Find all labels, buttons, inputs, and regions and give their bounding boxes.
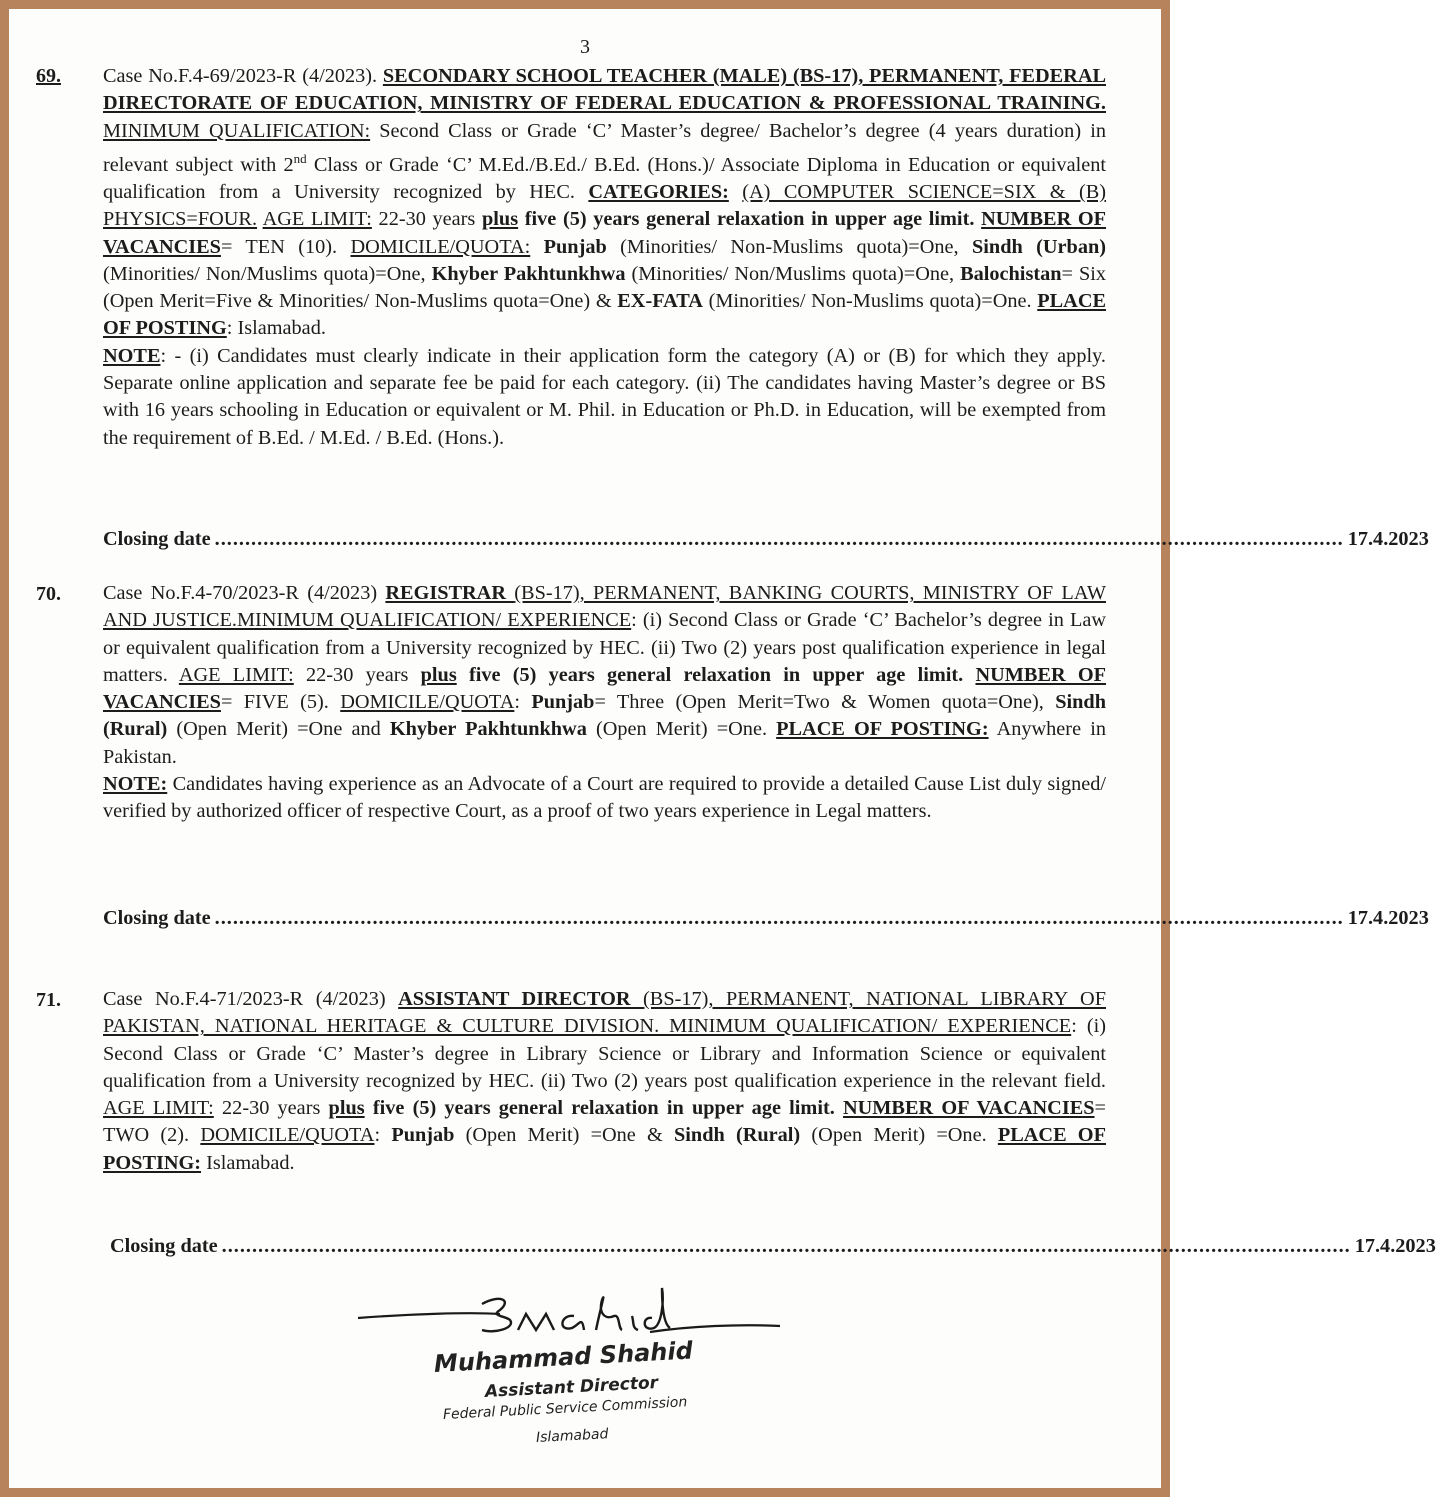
case-number: 71. [36,989,61,1011]
age-relaxation: five (5) years general relaxation in upper age limit. [468,663,964,686]
age-limit-text: 22-30 years [306,663,409,686]
posting-text: : Islamabad. [226,317,326,340]
domicile-sindh-text: (Minorities/ Non/Muslims quota)=One, [103,262,426,285]
age-relaxation: five (5) years general relaxation in upper age limit. [372,1097,835,1120]
signatory-organization: Federal Public Service Commission [442,1394,688,1423]
domicile-kp-text: (Open Merit) =One. [595,718,768,741]
min-qual-label: MINIMUM QUALIFICATION: [103,119,371,142]
domicile-kp: Khyber Pakhtunkhwa [389,718,587,741]
age-plus: plus [420,663,457,686]
min-qual-text-2: Class or Grade ‘C’ M.Ed./B.Ed./ B.Ed. (Hons.)/ Associate Diploma in Education or equivalent qualification from a University recognized by HEC. [103,153,1106,203]
signatory-name: Muhammad Shahid [433,1336,694,1378]
age-relaxation: five (5) years general relaxation in upper age limit. [524,208,975,231]
svg-text:Shahid: Shahid [350,1280,353,1281]
closing-date-label: Closing date [110,1235,218,1257]
closing-date: 17.4.2023 [1354,1235,1436,1257]
closing-date-row [103,907,1429,930]
age-limit-text: 22-30 years [222,1097,321,1120]
case-71-body: Case No.F.4-71/2023-R (4/2023) ASSISTANT DIRECTOR (BS-17), PERMANENT, NATIONAL LIBRARY OF PAKISTAN, NATIONAL HERITAGE & CULTURE DIVISION. MINIMUM QUALIFICATION/ EXPERIENCE: (i) Second Class or Grade ‘C’ Master’s degree in Library Science or Library and Information Science or equivalent qualification from a University recognized by HEC. (ii) Two (2) years post qualification experience in the relevant field. AGE LIMIT: 22-30 years plus five (5) years general relaxation in upper age limit. NUMBER OF VACANCIES= TWO (2). DOMICILE/QUOTA: Punjab (Open Merit) =One & Sindh (Rural) (Open Merit) =One. PLACE OF POSTING: Islamabad. [103,988,1106,1174]
vacancies-text: = TWO (2). [103,1097,1106,1147]
vacancies-text: = FIVE (5). [220,691,329,714]
superscript: nd [293,150,307,166]
closing-date: 17.4.2023 [1347,907,1429,929]
min-qual-text: Second Class or Grade ‘C’ Master’s degree/ Bachelor’s degree (4 years duration) in relevant subject with 2 [103,119,1106,176]
closing-date-row [110,1235,1436,1258]
note-text: : - (i) Candidates must clearly indicate in their application form the category (A) or (B) for which they apply. Separate online application and separate fee be paid for each category. (ii) The candidates having Master’s degree or BS with 16 years schooling in Education or equivalent or M. Phil. in Education or Ph.D. in Education, will be exempted from the requirement of B.Ed. / M.Ed. / B.Ed. (Hons.). [103,344,1106,449]
post-title: SECONDARY SCHOOL TEACHER (MALE) (BS-17), PERMANENT, FEDERAL DIRECTORATE OF EDUCATION, MINISTRY OF FEDERAL EDUCATION & PROFESSIONAL TRAINING. [103,65,1106,115]
age-limit-text: 22-30 years [378,208,476,231]
min-qual-text: : (i) Second Class or Grade ‘C’ Master’s degree in Library Science or Library and Information Science or equivalent qualification from a University recognized by HEC. (ii) Two (2) years post qualification experience in the relevant field. [103,1015,1106,1092]
min-qual-text: : (i) Second Class or Grade ‘C’ Bachelor’s degree in Law or equivalent qualification from a University recognized by HEC. (ii) Two (2) years post qualification experience in legal matters. [103,609,1106,686]
posting-text: Anywhere in Pakistan. [103,718,1106,768]
post-title: REGISTRAR (BS-17), PERMANENT, BANKING COURTS, MINISTRY OF LAW AND JUSTICE.MINIMUM QUALIFICATION/ EXPERIENCE [103,582,1106,632]
signatory-title: Assistant Director [484,1372,659,1402]
domicile-balochistan: Balochistan [960,262,1062,285]
domicile-label: DOMICILE/QUOTA: [350,235,531,258]
vacancies-text: = TEN (10). [220,235,338,258]
handwritten-signature [350,1280,790,1350]
vacancies-label: NUMBER OF VACANCIES [842,1097,1095,1120]
note-label: NOTE: [103,773,168,796]
age-plus: plus [328,1097,365,1120]
age-limit-label: AGE LIMIT: [103,1097,214,1120]
domicile-punjab: Punjab [543,235,607,258]
closing-date-label: Closing date [103,907,211,929]
case-ref: Case No.F.4-70/2023-R (4/2023) [103,582,378,604]
vacancies-label: NUMBER OF VACANCIES [103,663,1107,714]
domicile-label: DOMICILE/QUOTA [200,1124,375,1147]
closing-date-label: Closing date [103,528,211,550]
domicile-sindh-text: (Open Merit) =One. [811,1124,987,1147]
case-number: 70. [36,583,61,605]
domicile-punjab: Punjab [531,691,595,714]
posting-label: PLACE OF POSTING: [776,718,989,741]
closing-date: 17.4.2023 [1347,528,1429,550]
signature-block [350,1280,790,1460]
categories-label: CATEGORIES: [588,180,729,203]
domicile-punjab-text: (Minorities/ Non-Muslims quota)=One, [620,235,959,258]
domicile-sindh: Sindh (Urban) [972,235,1106,258]
domicile-label: DOMICILE/QUOTA [340,691,515,714]
case-ref: Case No.F.4-71/2023-R (4/2023) [103,988,386,1010]
domicile-kp: Khyber Pakhtunkhwa [431,262,626,285]
signatory-city: Islamabad [535,1426,609,1446]
domicile-punjab-text: (Open Merit) =One & [465,1124,663,1147]
case-ref: Case No.F.4-69/2023-R (4/2023). [103,65,378,87]
domicile-fata: EX-FATA [617,290,703,313]
dot-leader: .......................................................................................................................................................................................... [214,528,1344,550]
closing-date-row [103,528,1429,551]
domicile-fata-text: (Minorities/ Non-Muslims quota)=One. [708,290,1032,313]
case-70-body: Case No.F.4-70/2023-R (4/2023) REGISTRAR (BS-17), PERMANENT, BANKING COURTS, MINISTRY OF LAW AND JUSTICE.MINIMUM QUALIFICATION/ EXPERIENCE: (i) Second Class or Grade ‘C’ Bachelor’s degree in Law or equivalent qualification from a University recognized by HEC. (ii) Two (2) years post qualification experience in legal matters. AGE LIMIT: 22-30 years plus five (5) years general relaxation in upper age limit. NUMBER OF VACANCIES= FIVE (5). DOMICILE/QUOTA: Punjab= Three (Open Merit=Two & Women quota=One), Sindh (Rural) (Open Merit) =One and Khyber Pakhtunkhwa (Open Merit) =One. PLACE OF POSTING: Anywhere in Pakistan. NOTE: Candidates having experience as an Advocate of a Court are required to provide a detailed Cause List duly signed/ verified by authorized officer of respective Court, as a proof of two years experience in Legal matters. [103,582,1107,823]
domicile-sindh-text: (Open Merit) =One and [176,718,381,741]
categories-text: (A) COMPUTER SCIENCE=SIX & (B) PHYSICS=FOUR. [103,180,1106,231]
domicile-punjab-text: = Three (Open Merit=Two & Women quota=One), [594,691,1044,714]
posting-text: Islamabad. [206,1151,295,1174]
domicile-sindh: Sindh (Rural) [674,1124,801,1147]
posting-label: PLACE OF POSTING: [103,1124,1106,1174]
domicile-kp-text: (Minorities/ Non/Muslims quota)=One, [631,262,955,285]
case-number: 69. [36,65,61,87]
domicile-sindh: Sindh (Rural) [103,691,1106,741]
dot-leader: .......................................................................................................................................................................................... [214,907,1344,929]
vacancies-label: NUMBER OF VACANCIES [103,208,1107,258]
domicile-punjab: Punjab [391,1124,455,1147]
age-plus: plus [482,208,519,231]
age-limit-label: AGE LIMIT: [178,663,294,686]
note-text: Candidates having experience as an Advocate of a Court are required to provide a detailed Cause List duly signed/ verified by authorized officer of respective Court, as a proof of two years experience in Legal matters. [103,773,1107,823]
posting-label: PLACE OF POSTING [103,290,1107,340]
dot-leader: .......................................................................................................................................................................................... [221,1235,1351,1257]
page-number: 3 [580,36,590,58]
age-limit-label: AGE LIMIT: [262,208,372,231]
post-title: ASSISTANT DIRECTOR (BS-17), PERMANENT, NATIONAL LIBRARY OF PAKISTAN, NATIONAL HERITAGE & CULTURE DIVISION. MINIMUM QUALIFICATION/ EXPERIENCE [103,988,1106,1038]
case-69-body [103,63,1106,452]
note-label: NOTE [103,344,161,367]
domicile-balochistan-text: = Six (Open Merit=Five & Minorities/ Non-Muslims quota=One) & [103,262,1107,313]
